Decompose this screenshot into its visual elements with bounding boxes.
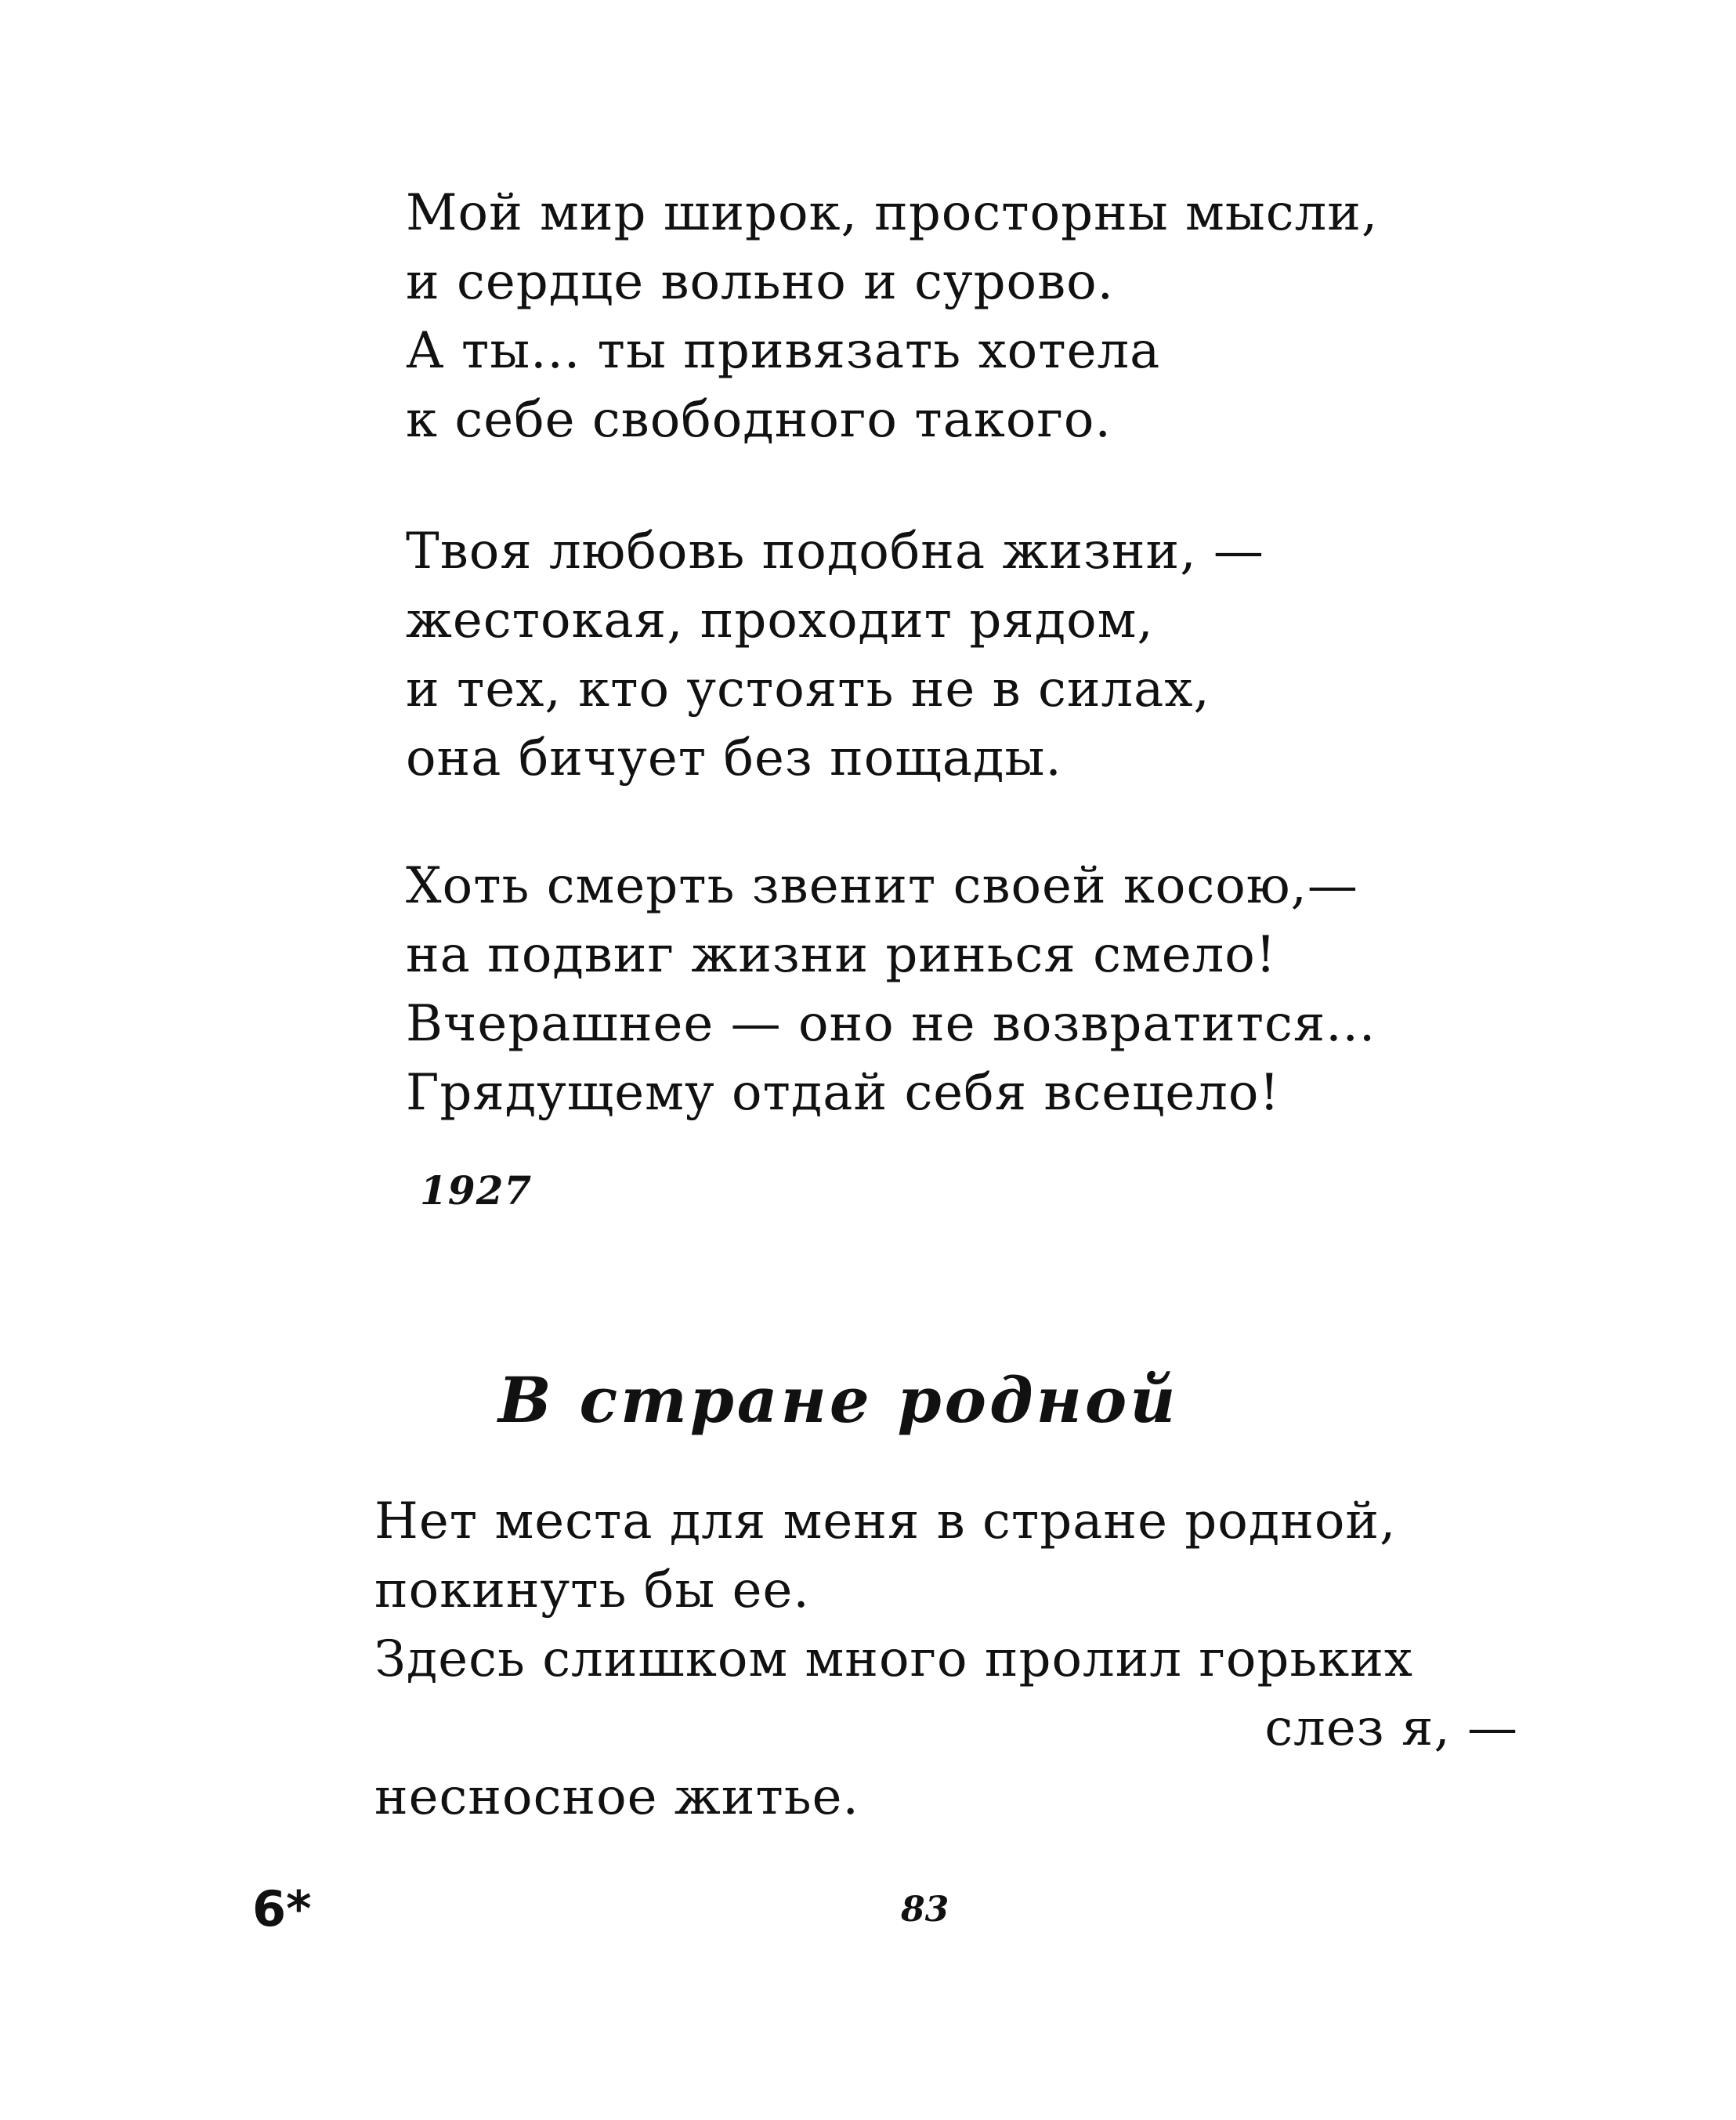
poem-line: на подвиг жизни ринься смело! [406,926,1277,984]
poem-line: Нет места для меня в стране родной, [374,1492,1397,1550]
poem-line-continuation: слез я, — [1264,1699,1518,1757]
poem-title: В стране родной [498,1363,1179,1437]
poem-line: и тех, кто устоять не в силах, [406,660,1210,718]
poem-line: и сердце вольно и сурово. [406,253,1114,311]
poem-line: Мой мир широк, просторны мысли, [406,184,1379,242]
poem-line: Здесь слишком много пролил горьких [374,1630,1413,1688]
poem-line: жестокая, проходит рядом, [406,592,1154,649]
poem-line: она бичует без пощады. [406,729,1062,787]
poem-line: покинуть бы ее. [374,1561,810,1619]
poem-line: несносное житье. [374,1768,859,1826]
poem-line: к себе свободного такого. [406,391,1112,449]
poem-line: Твоя любовь подобна жизни, — [406,523,1264,581]
poem-line: Хоть смерть звенит своей косою,— [406,857,1358,915]
poem-line: Грядущему отдай себя всецело! [406,1064,1281,1122]
poem-date: 1927 [420,1167,533,1214]
poem-line: А ты... ты привязать хотела [406,322,1161,380]
poem-line: Вчерашнее — оно не возвратится... [406,995,1376,1053]
signature-mark: 6* [252,1880,312,1937]
page-number: 83 [901,1890,949,1930]
